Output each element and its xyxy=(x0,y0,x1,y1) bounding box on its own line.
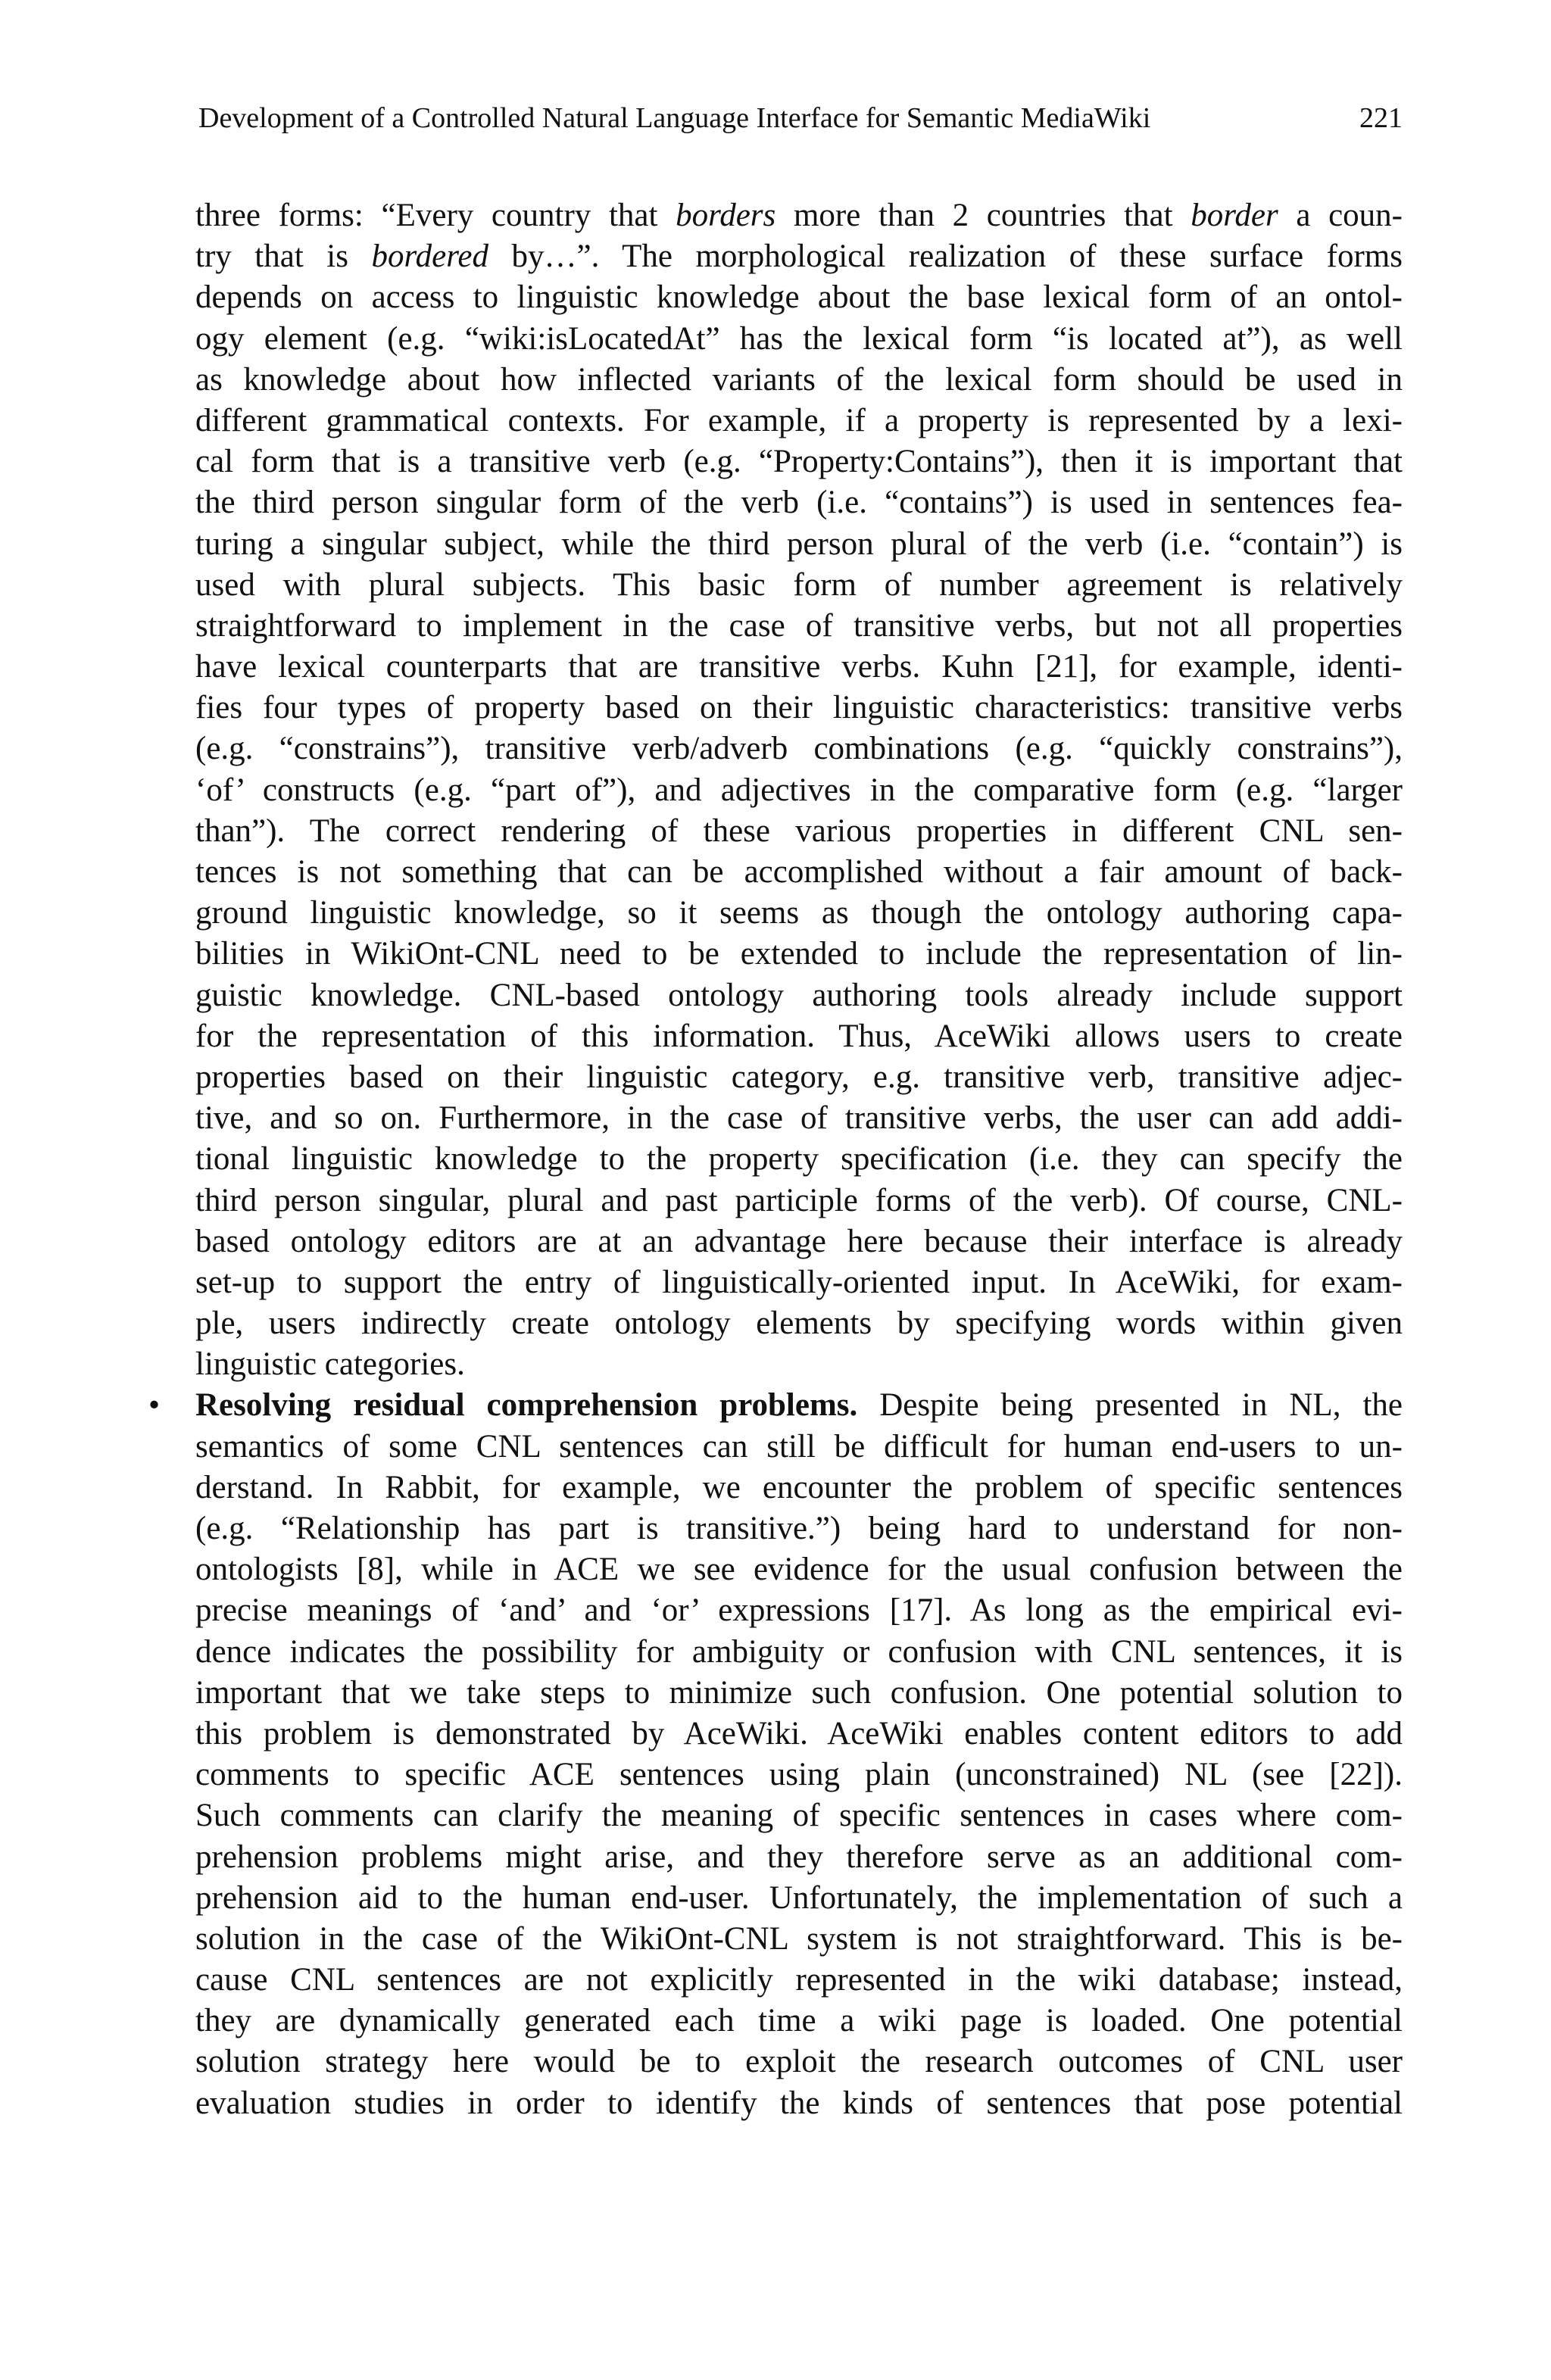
page-number: 221 xyxy=(1359,102,1403,134)
text-line: semantics of some CNL sentences can still be difficult for human end-users to un- xyxy=(195,1428,1403,1464)
text-line: the third person singular form of the verb (i.e. “contains”) is used in sentences fea- xyxy=(195,485,1403,521)
text-line: bilities in WikiOnt-CNL need to be extended to include the representation of lin- xyxy=(195,936,1403,972)
text-line: ground linguistic knowledge, so it seems as though the ontology authoring capa- xyxy=(195,895,1403,931)
text-line: important that we take steps to minimize such confusion. One potential solution to xyxy=(195,1674,1403,1711)
italic-term-borders: borders xyxy=(676,198,776,233)
text-line: based ontology editors are at an advantage here because their interface is already xyxy=(195,1223,1403,1259)
text-line: properties based on their linguistic category, e.g. transitive verb, transitive adjec- xyxy=(195,1059,1403,1095)
text-line: cause CNL sentences are not explicitly represented in the wiki database; instead, xyxy=(195,1962,1403,1998)
text-line: set-up to support the entry of linguistically-oriented input. In AceWiki, for exam- xyxy=(195,1264,1403,1300)
text-line: comments to specific ACE sentences using plain (unconstrained) NL (see [22]). xyxy=(195,1757,1403,1793)
text-line: prehension aid to the human end-user. Unfortunately, the implementation of such a xyxy=(195,1879,1403,1916)
text-line: tive, and so on. Furthermore, in the case of transitive verbs, the user can add addi- xyxy=(195,1100,1403,1137)
text-line: Such comments can clarify the meaning of specific sentences in cases where com- xyxy=(195,1798,1403,1834)
text-line: cal form that is a transitive verb (e.g. “Property:Contains”), then it is important that xyxy=(195,444,1403,480)
text-line: used with plural subjects. This basic form of number agreement is relatively xyxy=(195,566,1403,603)
text-line: derstand. In Rabbit, for example, we encounter the problem of specific sentences xyxy=(195,1469,1403,1505)
italic-term-bordered: bordered xyxy=(371,239,488,275)
running-header xyxy=(198,97,1403,139)
bullet-intro-text: Despite being presented in NL, the xyxy=(857,1387,1403,1424)
text-segment: a coun- xyxy=(1278,198,1403,233)
text-line: they are dynamically generated each time a wiki page is loaded. One potential xyxy=(195,2003,1403,2039)
text-line: (e.g. “Relationship has part is transitive.”) being hard to understand for non- xyxy=(195,1511,1403,1546)
bullet-icon: • xyxy=(148,1387,161,1424)
text-line: guistic knowledge. CNL-based ontology authoring tools already include support xyxy=(195,977,1403,1013)
text-line: straightforward to implement in the case of transitive verbs, but not all properties xyxy=(195,607,1403,644)
text-line: precise meanings of ‘and’ and ‘or’ expressions [17]. As long as the empirical evi- xyxy=(195,1592,1403,1629)
text-line: ‘of’ constructs (e.g. “part of”), and adjectives in the comparative form (e.g. “larger xyxy=(195,772,1403,808)
text-line: as knowledge about how inflected variants of the lexical form should be used in xyxy=(195,361,1403,398)
text-line: for the representation of this information. Thus, AceWiki allows users to create xyxy=(195,1018,1403,1054)
text-line: tences is not something that can be accomplished without a fair amount of back- xyxy=(195,854,1403,890)
text-line: ogy element (e.g. “wiki:isLocatedAt” has the lexical form “is located at”), as well xyxy=(195,320,1403,357)
italic-term-border: border xyxy=(1191,198,1278,233)
text-segment: try that is xyxy=(195,239,372,275)
bullet-heading: Resolving residual comprehension problems. xyxy=(195,1387,858,1424)
text-line: ontologists [8], while in ACE we see evidence for the usual confusion between the xyxy=(195,1552,1403,1588)
running-title: Development of a Controlled Natural Language Interface for Semantic MediaWiki xyxy=(198,102,1151,134)
text-line: solution in the case of the WikiOnt-CNL system is not straightforward. This is be- xyxy=(195,1920,1403,1957)
text-segment: more than 2 countries that xyxy=(776,198,1191,233)
text-line xyxy=(195,195,1403,236)
text-line: turing a singular subject, while the third person plural of the verb (i.e. “contain”) is xyxy=(195,526,1403,562)
text-line: depends on access to linguistic knowledge about the base lexical form of an ontol- xyxy=(195,279,1403,316)
text-line: (e.g. “constrains”), transitive verb/adverb combinations (e.g. “quickly constrains”), xyxy=(195,731,1403,767)
text-line: than”). The correct rendering of these various properties in different CNL sen- xyxy=(195,813,1403,849)
text-line: this problem is demonstrated by AceWiki. AceWiki enables content editors to add xyxy=(195,1715,1403,1751)
text-line: dence indicates the possibility for ambiguity or confusion with CNL sentences, it is xyxy=(195,1633,1403,1670)
bullet-line xyxy=(148,1385,1403,1426)
text-line xyxy=(195,236,1403,277)
text-line: ple, users indirectly create ontology elements by specifying words within given xyxy=(195,1305,1403,1342)
text-line: evaluation studies in order to identify the kinds of sentences that pose potential xyxy=(195,2085,1403,2121)
text-line: fies four types of property based on their linguistic characteristics: transitive verbs xyxy=(195,690,1403,726)
text-line: linguistic categories. xyxy=(195,1346,465,1383)
text-line: solution strategy here would be to exploit the research outcomes of CNL user xyxy=(195,2044,1403,2080)
text-line: tional linguistic knowledge to the property specification (i.e. they can specify the xyxy=(195,1141,1403,1178)
text-line: have lexical counterparts that are transitive verbs. Kuhn [21], for example, identi- xyxy=(195,649,1403,685)
body-text xyxy=(148,195,1403,2124)
text-segment: by…”. The morphological realization of these surface forms xyxy=(488,239,1403,275)
text-segment: three forms: “Every country that xyxy=(195,198,676,233)
text-line: third person singular, plural and past participle forms of the verb). Of course, CNL- xyxy=(195,1182,1403,1218)
text-line: prehension problems might arise, and they therefore serve as an additional com- xyxy=(195,1839,1403,1875)
text-line: different grammatical contexts. For example, if a property is represented by a lexi- xyxy=(195,402,1403,438)
